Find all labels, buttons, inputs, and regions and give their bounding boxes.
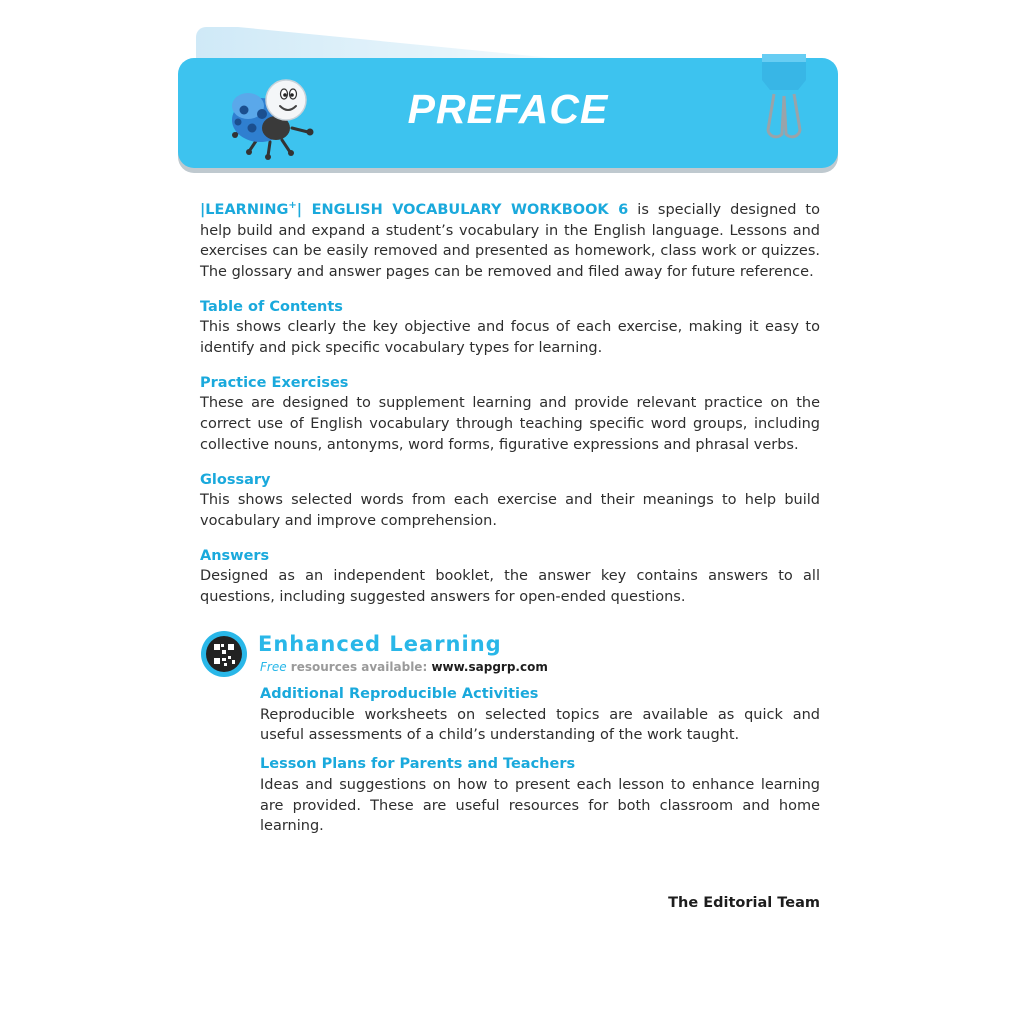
section-practice-exercises: [200, 373, 820, 456]
signature: The Editorial Team: [668, 895, 820, 911]
intro-paragraph: [200, 196, 820, 283]
free-label: Free: [260, 660, 287, 674]
section-heading: Answers: [200, 547, 270, 564]
section-heading: Practice Exercises: [200, 374, 349, 391]
ladybug-mascot-icon: [218, 76, 322, 160]
qr-code-icon: [200, 630, 248, 678]
resources-line: [260, 660, 548, 674]
section-text: This shows selected words from each exercise and their meanings to help build vocabulary and improve comprehension.: [200, 492, 820, 529]
enhanced-learning-items: [260, 684, 820, 837]
book-title: |LEARNING+| ENGLISH VOCABULARY WORKBOOK 6: [200, 200, 629, 218]
section-text: This shows clearly the key objective and focus of each exercise, making it easy to identify and pick specific vocabulary types for learning.: [200, 319, 820, 357]
binder-clip-icon: [758, 50, 810, 146]
item-reproducible-activities: [260, 684, 820, 746]
section-answers: [200, 546, 820, 608]
section-text: These are designed to supplement learning and provide relevant practice on the correct use of English vocabulary through teaching specific word groups, including collective nouns, antonyms, word forms, figurative expressions and phrasal verbs.: [200, 395, 820, 453]
section-heading: Glossary: [200, 471, 271, 488]
section-text: Reproducible worksheets on selected topics are available as quick and useful assessments of a child’s understanding of the work taught.: [260, 706, 820, 744]
website-link[interactable]: www.sapgrp.com: [431, 660, 548, 674]
section-glossary: [200, 470, 820, 532]
section-heading: Lesson Plans for Parents and Teachers: [260, 756, 576, 773]
section-heading: Additional Reproducible Activities: [260, 686, 539, 702]
intro-text: is specially designed to help build and expand a student’s vocabulary in the English language. Lessons and exercises can be easily removed and presented as homework, class work or quizzes. The glossary and answer pages can be removed and filed away for future reference.: [200, 201, 820, 280]
page-title: PREFACE: [407, 86, 609, 132]
item-lesson-plans: [260, 754, 820, 837]
section-heading: Table of Contents: [200, 298, 343, 315]
enhanced-learning-title: Enhanced Learning: [258, 632, 502, 656]
resources-label: resources available:: [286, 660, 432, 674]
preface-body: [200, 196, 820, 608]
section-table-of-contents: [200, 297, 820, 359]
section-text: Ideas and suggestions on how to present each lesson to enhance learning are provided. These are useful resources for both classroom and home learning.: [260, 776, 820, 835]
section-text: Designed as an independent booklet, the answer key contains answers to all questions, including suggested answers for open-ended questions.: [200, 568, 820, 606]
